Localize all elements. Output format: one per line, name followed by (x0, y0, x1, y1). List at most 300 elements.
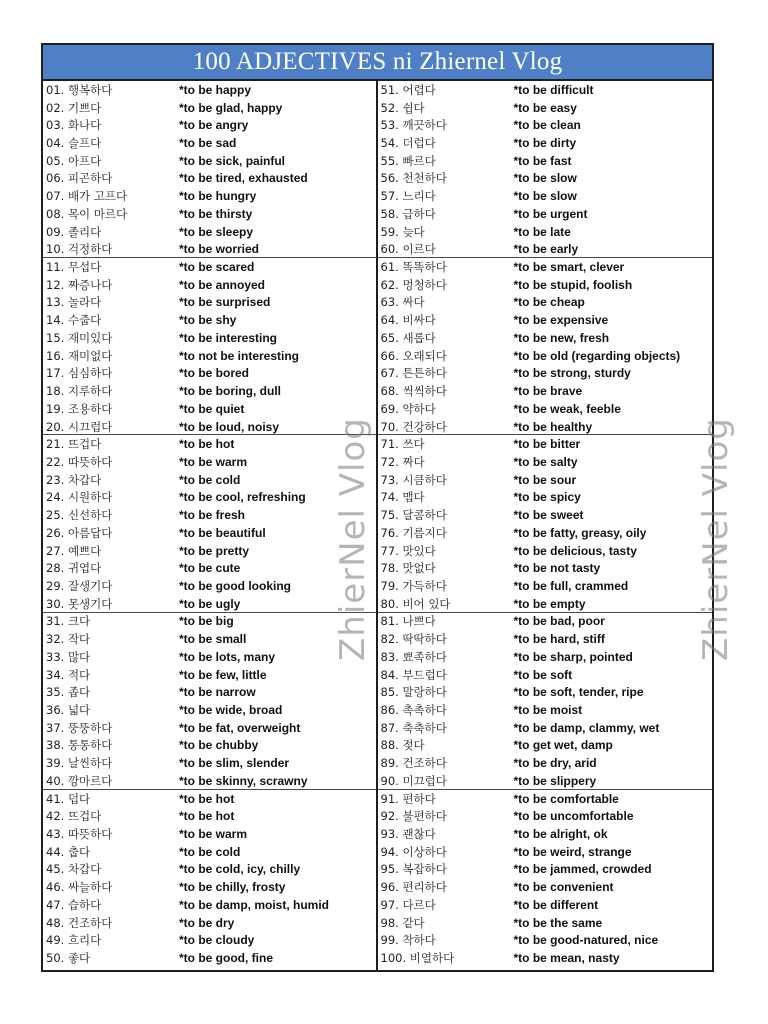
korean-word: 55. 빠르다 (380, 153, 436, 168)
korean-word: 68. 씩씩하다 (380, 384, 447, 399)
korean-word: 90. 미끄럽다 (380, 773, 447, 788)
english-meaning: *to be soft, tender, ripe (513, 685, 644, 700)
english-meaning: *to be empty (513, 596, 586, 611)
word-row (43, 666, 376, 684)
word-row (43, 134, 376, 152)
korean-word: 27. 예쁘다 (46, 543, 102, 558)
word-row (378, 825, 713, 843)
word-row (378, 595, 713, 613)
korean-word: 78. 맛없다 (380, 561, 436, 576)
english-meaning: *to be hard, stiff (513, 632, 605, 647)
korean-word: 100. 비열하다 (380, 951, 455, 966)
english-meaning: *to be new, fresh (513, 330, 610, 345)
word-row (43, 489, 376, 507)
korean-word: 44. 춥다 (46, 844, 91, 859)
english-meaning: *to be big (179, 614, 234, 629)
english-meaning: *to be fast (513, 153, 572, 168)
korean-word: 03. 화나다 (46, 118, 102, 133)
english-meaning: *to be interesting (179, 330, 278, 345)
word-row (378, 807, 713, 825)
korean-word: 80. 비어 있다 (380, 596, 451, 611)
word-row (43, 240, 376, 258)
korean-word: 51. 어렵다 (380, 82, 436, 97)
korean-word: 97. 다르다 (380, 897, 436, 912)
word-row (378, 382, 713, 400)
english-meaning: *to be warm (179, 454, 248, 469)
english-meaning: *to be slippery (513, 773, 597, 788)
english-meaning: *to be soft (513, 667, 573, 682)
korean-word: 37. 뚱뚱하다 (46, 720, 113, 735)
english-meaning: *to be bad, poor (513, 614, 605, 629)
english-meaning: *to be hot (179, 437, 235, 452)
english-meaning: *to be damp, moist, humid (179, 897, 330, 912)
korean-word: 34. 적다 (46, 667, 91, 682)
korean-word: 73. 시큼하다 (380, 472, 447, 487)
korean-word: 06. 피곤하다 (46, 171, 113, 186)
word-row (378, 152, 713, 170)
word-row (43, 418, 376, 436)
word-row (378, 701, 713, 719)
word-row (378, 311, 713, 329)
korean-word: 35. 좁다 (46, 685, 91, 700)
word-row (378, 719, 713, 737)
word-row (43, 276, 376, 294)
korean-word: 70. 건강하다 (380, 419, 447, 434)
word-row (43, 170, 376, 188)
korean-word: 18. 지루하다 (46, 384, 113, 399)
word-row (43, 365, 376, 383)
word-row (378, 790, 713, 808)
korean-word: 17. 심심하다 (46, 366, 113, 381)
english-meaning: *to be late (513, 224, 571, 239)
english-meaning: *to be tired, exhausted (179, 171, 308, 186)
word-row (43, 152, 376, 170)
english-meaning: *to be cloudy (179, 933, 255, 948)
korean-word: 81. 나쁘다 (380, 614, 436, 629)
word-group (378, 81, 713, 258)
english-meaning: *to be old (regarding objects) (513, 348, 681, 363)
word-row (43, 772, 376, 790)
korean-word: 99. 착하다 (380, 933, 436, 948)
english-meaning: *to be full, crammed (513, 578, 629, 593)
english-meaning: *to be jammed, crowded (513, 862, 652, 877)
english-meaning: *to be uncomfortable (513, 809, 634, 824)
korean-word: 38. 통통하다 (46, 738, 113, 753)
word-row (378, 524, 713, 542)
english-meaning: *to be scared (179, 260, 255, 275)
word-row (43, 453, 376, 471)
english-meaning: *to be boring, dull (179, 384, 281, 399)
word-row (43, 754, 376, 772)
word-row (378, 666, 713, 684)
watermark-left: ZhierNel Vlog (333, 417, 373, 661)
korean-word: 30. 못생기다 (46, 596, 113, 611)
english-meaning: *to be difficult (513, 82, 594, 97)
korean-word: 32. 작다 (46, 632, 91, 647)
english-meaning: *to be bored (179, 366, 250, 381)
right-column (378, 81, 713, 972)
word-group (43, 613, 376, 790)
korean-word: 88. 젖다 (380, 738, 425, 753)
word-row (43, 187, 376, 205)
word-row (43, 719, 376, 737)
word-group (43, 81, 376, 258)
word-row (43, 790, 376, 808)
word-row (43, 258, 376, 276)
english-meaning: *to be chubby (179, 738, 259, 753)
word-row (378, 258, 713, 276)
korean-word: 07. 배가 고프다 (46, 189, 128, 204)
english-meaning: *to be sweet (513, 508, 584, 523)
korean-word: 62. 멍청하다 (380, 277, 447, 292)
english-meaning: *to be cold (179, 472, 241, 487)
word-row (378, 914, 713, 932)
word-row (378, 843, 713, 861)
left-column (43, 81, 378, 972)
word-row (378, 613, 713, 631)
word-row (378, 116, 713, 134)
korean-word: 54. 더럽다 (380, 136, 436, 151)
english-meaning: *to be slim, slender (179, 756, 290, 771)
word-row (43, 524, 376, 542)
word-row (43, 559, 376, 577)
word-row (378, 400, 713, 418)
english-meaning: *to be small (179, 632, 247, 647)
korean-word: 13. 놀라다 (46, 295, 102, 310)
korean-word: 69. 약하다 (380, 401, 436, 416)
watermark-right: ZhierNel Vlog (696, 417, 736, 661)
english-meaning: *to be strong, sturdy (513, 366, 631, 381)
word-row (378, 453, 713, 471)
english-meaning: *to be fatty, greasy, oily (513, 525, 647, 540)
korean-word: 57. 느리다 (380, 189, 436, 204)
korean-word: 09. 졸리다 (46, 224, 102, 239)
korean-word: 87. 축축하다 (380, 720, 447, 735)
word-group (378, 790, 713, 967)
word-row (378, 772, 713, 790)
english-meaning: *to be early (513, 242, 579, 257)
korean-word: 22. 따뜻하다 (46, 454, 113, 469)
word-row (43, 99, 376, 117)
english-meaning: *to be weird, strange (513, 844, 632, 859)
english-meaning: *to be the same (513, 915, 603, 930)
korean-word: 64. 비싸다 (380, 313, 436, 328)
korean-word: 41. 덥다 (46, 791, 91, 806)
english-meaning: *to be cool, refreshing (179, 490, 306, 505)
english-meaning: *to be sad (179, 136, 237, 151)
english-meaning: *to be hot (179, 809, 235, 824)
word-row (43, 595, 376, 613)
english-meaning: *to be bitter (513, 437, 581, 452)
korean-word: 49. 흐리다 (46, 933, 102, 948)
english-meaning: *to be dry, arid (513, 756, 597, 771)
english-meaning: *to be worried (179, 242, 260, 257)
english-meaning: *to be damp, clammy, wet (513, 720, 660, 735)
korean-word: 16. 재미없다 (46, 348, 113, 363)
korean-word: 67. 튼튼하다 (380, 366, 447, 381)
english-meaning: *to be dirty (513, 136, 577, 151)
page-title: 100 ADJECTIVES ni Zhiernel Vlog (43, 45, 712, 81)
english-meaning: *to be good-natured, nice (513, 933, 659, 948)
english-meaning: *to be shy (179, 313, 237, 328)
korean-word: 26. 아름답다 (46, 525, 113, 540)
word-row (378, 542, 713, 560)
english-meaning: *to be not tasty (513, 561, 601, 576)
korean-word: 83. 뾰족하다 (380, 649, 447, 664)
word-row (43, 81, 376, 99)
english-meaning: *to be easy (513, 100, 577, 115)
english-meaning: *to be cute (179, 561, 241, 576)
word-row (378, 81, 713, 99)
english-meaning: *to be sleepy (179, 224, 254, 239)
english-meaning: *to be fresh (179, 508, 246, 523)
word-group (43, 790, 376, 967)
word-group (378, 258, 713, 435)
word-columns (43, 81, 736, 972)
korean-word: 53. 깨끗하다 (380, 118, 447, 133)
korean-word: 56. 천천하다 (380, 171, 447, 186)
word-row (378, 949, 713, 967)
korean-word: 58. 급하다 (380, 206, 436, 221)
korean-word: 36. 넓다 (46, 703, 91, 718)
word-row (378, 754, 713, 772)
word-row (378, 506, 713, 524)
korean-word: 31. 크다 (46, 614, 91, 629)
korean-word: 65. 새롭다 (380, 330, 436, 345)
english-meaning: *to be sick, painful (179, 153, 286, 168)
korean-word: 48. 건조하다 (46, 915, 113, 930)
english-meaning: *to be fat, overweight (179, 720, 301, 735)
korean-word: 33. 많다 (46, 649, 91, 664)
korean-word: 84. 부드럽다 (380, 667, 447, 682)
korean-word: 85. 말랑하다 (380, 685, 447, 700)
korean-word: 01. 행복하다 (46, 82, 113, 97)
word-row (43, 914, 376, 932)
korean-word: 72. 짜다 (380, 454, 425, 469)
korean-word: 76. 기름지다 (380, 525, 447, 540)
english-meaning: *to be lots, many (179, 649, 276, 664)
word-row (43, 896, 376, 914)
word-row (43, 683, 376, 701)
english-meaning: *to be different (513, 897, 599, 912)
korean-word: 23. 차갑다 (46, 472, 102, 487)
korean-word: 25. 신선하다 (46, 508, 113, 523)
word-row (378, 878, 713, 896)
korean-word: 04. 슬프다 (46, 136, 102, 151)
english-meaning: *to be stupid, foolish (513, 277, 633, 292)
word-row (378, 134, 713, 152)
word-row (378, 240, 713, 258)
english-meaning: *to be loud, noisy (179, 419, 280, 434)
korean-word: 96. 편리하다 (380, 880, 447, 895)
korean-word: 71. 쓰다 (380, 437, 425, 452)
english-meaning: *to be urgent (513, 206, 588, 221)
korean-word: 14. 수줍다 (46, 313, 102, 328)
word-row (378, 577, 713, 595)
word-group (43, 258, 376, 435)
english-meaning: *to be sharp, pointed (513, 649, 633, 664)
word-row (378, 630, 713, 648)
korean-word: 15. 재미있다 (46, 330, 113, 345)
word-row (378, 329, 713, 347)
word-row (378, 223, 713, 241)
korean-word: 61. 똑똑하다 (380, 260, 447, 275)
word-row (43, 825, 376, 843)
word-row (378, 861, 713, 879)
word-row (378, 99, 713, 117)
english-meaning: *to be salty (513, 454, 578, 469)
english-meaning: *to be good, fine (179, 951, 273, 966)
korean-word: 92. 불편하다 (380, 809, 447, 824)
word-row (43, 613, 376, 631)
korean-word: 11. 무섭다 (46, 260, 102, 275)
korean-word: 91. 편하다 (380, 791, 436, 806)
english-meaning: *to be expensive (513, 313, 609, 328)
korean-word: 63. 싸다 (380, 295, 425, 310)
korean-word: 50. 좋다 (46, 951, 91, 966)
word-row (43, 223, 376, 241)
korean-word: 77. 맛있다 (380, 543, 436, 558)
korean-word: 05. 아프다 (46, 153, 102, 168)
english-meaning: *to be wide, broad (179, 703, 283, 718)
word-row (378, 683, 713, 701)
word-row (43, 807, 376, 825)
korean-word: 82. 딱딱하다 (380, 632, 447, 647)
word-row (43, 435, 376, 453)
korean-word: 60. 이르다 (380, 242, 436, 257)
english-meaning: *to be quiet (179, 401, 245, 416)
korean-word: 24. 시원하다 (46, 490, 113, 505)
korean-word: 66. 오래되다 (380, 348, 447, 363)
english-meaning: *to be cold (179, 844, 241, 859)
korean-word: 21. 뜨겁다 (46, 437, 102, 452)
word-row (378, 187, 713, 205)
korean-word: 75. 달콤하다 (380, 508, 447, 523)
word-row (43, 737, 376, 755)
english-meaning: *to be hot (179, 791, 235, 806)
word-row (378, 365, 713, 383)
word-row (378, 435, 713, 453)
korean-word: 39. 날씬하다 (46, 756, 113, 771)
english-meaning: *to be dry (179, 915, 235, 930)
korean-word: 28. 귀엽다 (46, 561, 102, 576)
korean-word: 20. 시끄럽다 (46, 419, 113, 434)
english-meaning: *to be clean (513, 118, 581, 133)
word-row (43, 932, 376, 950)
korean-word: 43. 따뜻하다 (46, 827, 113, 842)
word-row (378, 648, 713, 666)
word-row (43, 701, 376, 719)
korean-word: 12. 짜증나다 (46, 277, 113, 292)
word-group (43, 435, 376, 612)
english-meaning: *to be skinny, scrawny (179, 773, 308, 788)
english-meaning: *to be pretty (179, 543, 250, 558)
word-row (43, 382, 376, 400)
korean-word: 79. 가득하다 (380, 578, 447, 593)
english-meaning: *to be delicious, tasty (513, 543, 637, 558)
word-row (43, 648, 376, 666)
korean-word: 10. 걱정하다 (46, 242, 113, 257)
english-meaning: *to be annoyed (179, 277, 266, 292)
word-row (378, 170, 713, 188)
english-meaning: *to be mean, nasty (513, 951, 620, 966)
word-row (43, 843, 376, 861)
word-row (378, 205, 713, 223)
word-row (378, 347, 713, 365)
english-meaning: *to be comfortable (513, 791, 619, 806)
word-row (43, 577, 376, 595)
english-meaning: *to be sour (513, 472, 577, 487)
korean-word: 95. 복잡하다 (380, 862, 447, 877)
word-row (43, 506, 376, 524)
english-meaning: *to be healthy (513, 419, 593, 434)
korean-word: 47. 습하다 (46, 897, 102, 912)
word-row (43, 347, 376, 365)
korean-word: 42. 뜨겁다 (46, 809, 102, 824)
korean-word: 74. 맵다 (380, 490, 425, 505)
english-meaning: *to be chilly, frosty (179, 880, 286, 895)
korean-word: 59. 늦다 (380, 224, 425, 239)
word-row (43, 471, 376, 489)
korean-word: 52. 쉽다 (380, 100, 425, 115)
english-meaning: *to be warm (179, 827, 248, 842)
korean-word: 40. 깡마르다 (46, 773, 113, 788)
english-meaning: *to be few, little (179, 667, 267, 682)
word-row (378, 418, 713, 436)
english-meaning: *to be happy (179, 82, 252, 97)
korean-word: 86. 촉촉하다 (380, 703, 447, 718)
english-meaning: *to be angry (179, 118, 249, 133)
word-row (378, 559, 713, 577)
word-row (378, 471, 713, 489)
english-meaning: *to be slow (513, 171, 577, 186)
english-meaning: *to be convenient (513, 880, 614, 895)
word-row (378, 896, 713, 914)
english-meaning: *to be weak, feeble (513, 401, 621, 416)
english-meaning: *to be hungry (179, 189, 257, 204)
word-row (43, 542, 376, 560)
english-meaning: *to be slow (513, 189, 577, 204)
korean-word: 19. 조용하다 (46, 401, 113, 416)
korean-word: 94. 이상하다 (380, 844, 447, 859)
adjectives-sheet (41, 43, 736, 972)
word-group (378, 435, 713, 612)
english-meaning: *to not be interesting (179, 348, 299, 363)
word-row (43, 311, 376, 329)
word-row (43, 949, 376, 967)
korean-word: 29. 잘생기다 (46, 578, 113, 593)
english-meaning: *to be spicy (513, 490, 581, 505)
english-meaning: *to be alright, ok (513, 827, 608, 842)
word-row (43, 400, 376, 418)
english-meaning: *to be ugly (179, 596, 241, 611)
english-meaning: *to get wet, damp (513, 738, 613, 753)
english-meaning: *to be brave (513, 384, 583, 399)
korean-word: 02. 기쁘다 (46, 100, 102, 115)
korean-word: 46. 싸늘하다 (46, 880, 113, 895)
korean-word: 98. 같다 (380, 915, 425, 930)
word-row (43, 205, 376, 223)
english-meaning: *to be moist (513, 703, 583, 718)
english-meaning: *to be thirsty (179, 206, 253, 221)
word-row (43, 861, 376, 879)
word-row (378, 489, 713, 507)
english-meaning: *to be beautiful (179, 525, 266, 540)
word-row (43, 294, 376, 312)
english-meaning: *to be surprised (179, 295, 271, 310)
word-row (378, 294, 713, 312)
word-group (378, 613, 713, 790)
